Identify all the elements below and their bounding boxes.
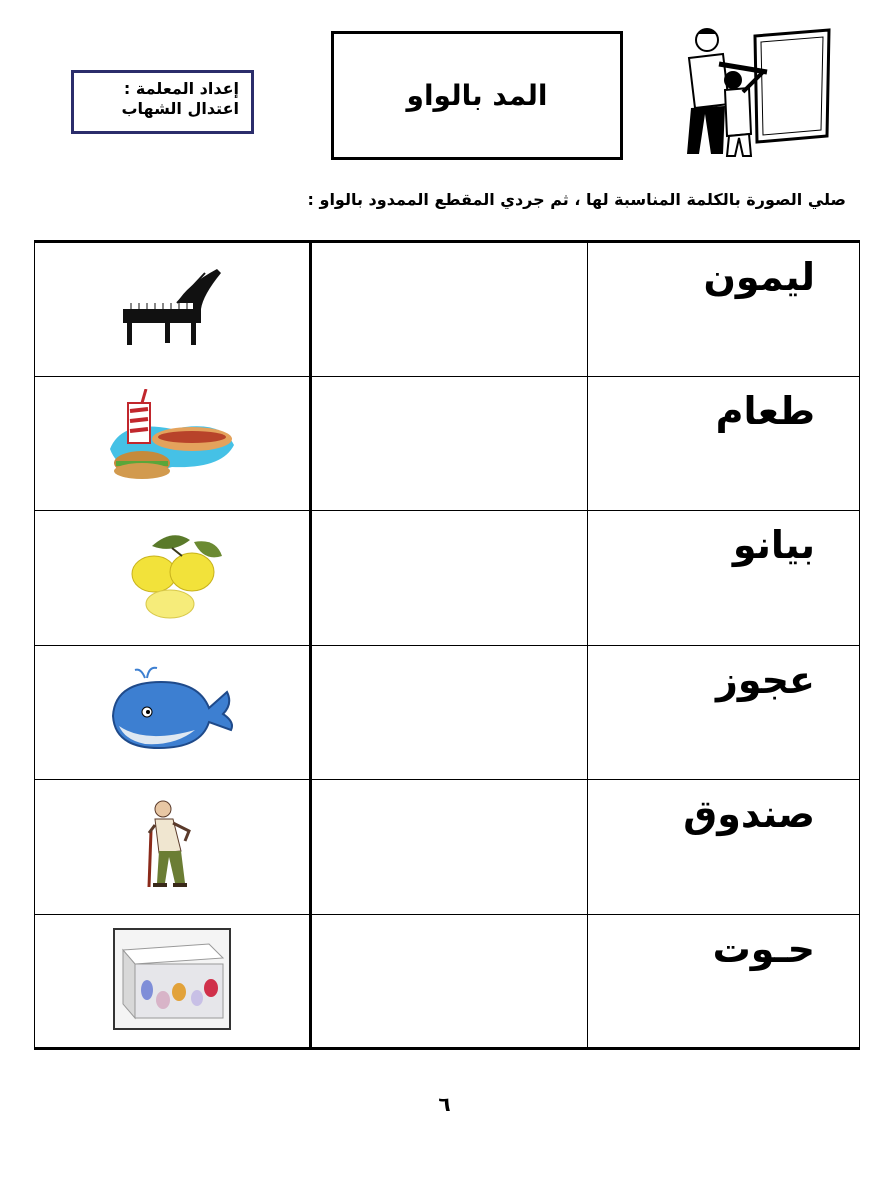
table-row (35, 242, 860, 377)
lemon-icon (112, 528, 232, 624)
page-title: المد بالواو (406, 79, 548, 112)
piano-icon (117, 265, 227, 349)
picture-cell[interactable] (35, 645, 311, 780)
author-box (71, 70, 254, 134)
picture-cell[interactable] (35, 511, 311, 646)
author-label: إعداد المعلمة : (123, 79, 239, 98)
box-icon (113, 928, 231, 1030)
table-row (35, 376, 860, 511)
answer-cell[interactable] (311, 376, 588, 511)
table-row (35, 914, 860, 1049)
word-label: صندوق (683, 792, 815, 836)
answer-cell[interactable] (311, 242, 588, 377)
picture-cell[interactable] (35, 242, 311, 377)
worksheet-table (34, 240, 860, 1050)
old-man-icon (137, 797, 207, 893)
answer-cell[interactable] (311, 914, 588, 1049)
picture-cell[interactable] (35, 376, 311, 511)
answer-cell[interactable] (311, 511, 588, 646)
food-icon (102, 389, 242, 493)
word-cell[interactable] (588, 242, 860, 377)
word-label: ليمون (703, 255, 815, 299)
table-row (35, 645, 860, 780)
word-label: طعام (715, 388, 815, 433)
word-cell[interactable] (588, 645, 860, 780)
answer-cell[interactable] (311, 645, 588, 780)
picture-cell[interactable] (35, 914, 311, 1049)
table-row (35, 780, 860, 915)
whale-icon (105, 664, 239, 756)
word-label: حـوت (712, 926, 815, 971)
word-cell[interactable] (588, 780, 860, 915)
instruction-text: صلي الصورة بالكلمة المناسبة لها ، ثم جردي المقطع الممدود بالواو : (307, 190, 846, 209)
answer-cell[interactable] (311, 780, 588, 915)
picture-cell[interactable] (35, 780, 311, 915)
title-box (331, 31, 623, 160)
teacher-illustration-icon (667, 24, 837, 160)
word-cell[interactable] (588, 914, 860, 1049)
word-label: عجوز (715, 657, 815, 702)
word-label: بيانو (732, 523, 815, 567)
word-cell[interactable] (588, 376, 860, 511)
table-row (35, 511, 860, 646)
author-name: اعتدال الشهاب (121, 99, 239, 118)
page-number: ٦ (438, 1092, 451, 1116)
word-cell[interactable] (588, 511, 860, 646)
